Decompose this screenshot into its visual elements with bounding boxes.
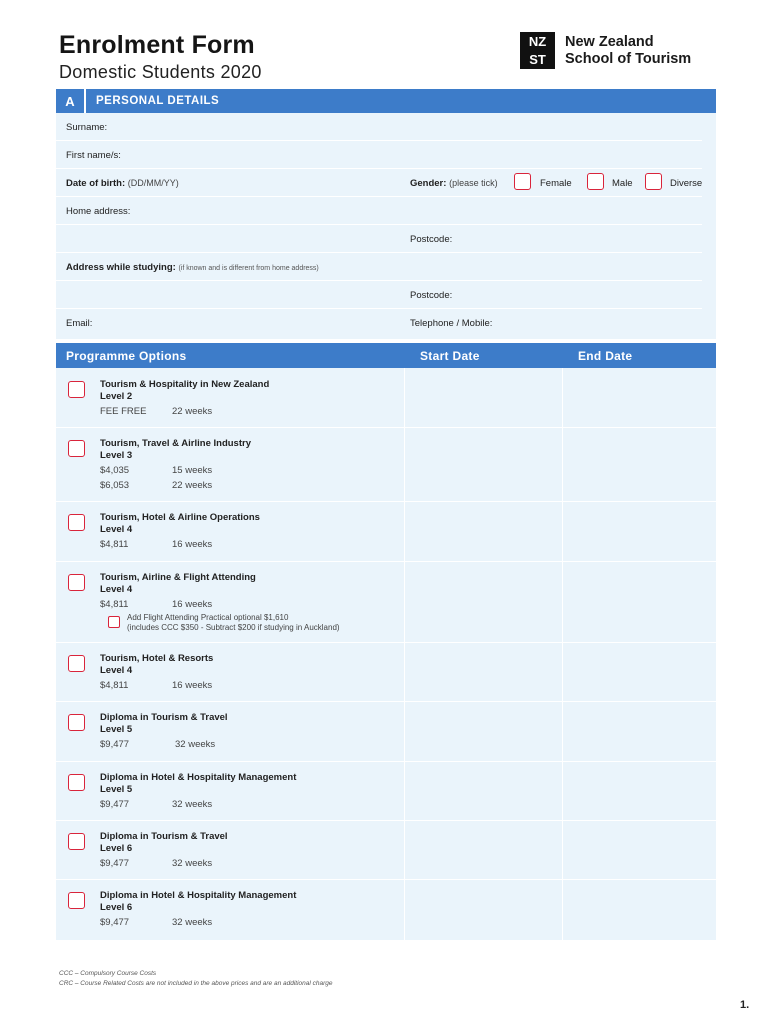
course-fee: $4,811 (100, 680, 129, 691)
course-row (56, 761, 404, 820)
female-label: Female (540, 178, 572, 189)
programme-options-table (56, 343, 716, 940)
course-fee: $6,053 (100, 480, 130, 491)
nzst-logo (520, 32, 691, 69)
course-name: Diploma in Hotel & Hospitality Management Level 5 (100, 772, 297, 795)
home-address-row-2[interactable] (56, 225, 702, 253)
start-date-heading: Start Date (420, 349, 480, 363)
course-checkbox[interactable] (68, 714, 85, 731)
course-duration: 32 weeks (172, 799, 213, 810)
course-duration: 16 weeks (172, 539, 213, 550)
male-label: Male (612, 178, 633, 189)
course-duration: 16 weeks (172, 680, 213, 691)
course-row (56, 642, 404, 701)
course-checkbox[interactable] (68, 774, 85, 791)
footnote-ccc: CCC – Compulsory Course Costs (59, 970, 157, 977)
course-fee: $4,811 (100, 599, 129, 610)
surname-label: Surname: (66, 122, 108, 133)
course-duration: 22 weeks (172, 480, 213, 491)
programme-options-heading: Programme Options (66, 349, 187, 363)
course-fee: $9,477 (100, 917, 130, 928)
course-duration: 32 weeks (172, 917, 213, 928)
phone-field[interactable]: Telephone / Mobile: (410, 318, 493, 329)
course-row (56, 701, 404, 761)
course-name: Diploma in Hotel & Hospitality Management Level 6 (100, 890, 297, 913)
personal-details-section (56, 113, 716, 339)
section-letter: A (56, 89, 86, 113)
page-number: 1. (740, 999, 750, 1011)
programme-table-header (56, 343, 716, 368)
diverse-label: Diverse (670, 178, 703, 189)
course-row (56, 501, 404, 561)
course-name: Tourism, Travel & Airline Industry Level 3 (100, 438, 251, 461)
postcode-label-2: Postcode: (410, 290, 453, 301)
flight-practical-label: Add Flight Attending Practical optional $1,610 (includes CCC $350 - Subtract $200 if studying in Auckland) (127, 613, 340, 632)
form-title: Enrolment Form (59, 31, 255, 59)
form-subtitle: Domestic Students 2020 (59, 62, 262, 82)
firstname-field[interactable] (56, 141, 702, 169)
dob-field[interactable]: Date of birth: (DD/MM/YY) (66, 178, 179, 189)
course-duration: 16 weeks (172, 599, 213, 610)
course-name: Tourism, Hotel & Airline Operations Level 4 (100, 512, 260, 535)
course-fee: $9,477 (100, 858, 130, 869)
course-name: Diploma in Tourism & Travel Level 6 (100, 831, 228, 854)
email-field[interactable]: Email: (66, 318, 93, 329)
end-date-heading: End Date (578, 349, 633, 363)
study-address-field[interactable] (56, 253, 702, 281)
home-address-label: Home address: (66, 206, 131, 217)
course-checkbox[interactable] (68, 655, 85, 672)
diverse-checkbox[interactable] (645, 173, 662, 190)
dob-gender-row (56, 169, 702, 197)
course-duration: 32 weeks (172, 858, 213, 869)
course-row (56, 368, 404, 427)
course-row (56, 427, 404, 501)
course-duration: 22 weeks (172, 406, 213, 417)
study-address-row-2[interactable] (56, 281, 702, 309)
course-row (56, 561, 404, 642)
home-address-field[interactable] (56, 197, 702, 225)
course-checkbox[interactable] (68, 440, 85, 457)
course-fee: $4,811 (100, 539, 129, 550)
course-fee: FEE FREE (100, 406, 147, 417)
course-row (56, 820, 404, 879)
logo-mark: NZ ST (520, 32, 555, 69)
course-fee: $9,477 (100, 799, 130, 810)
postcode-label: Postcode: (410, 234, 453, 245)
flight-practical-checkbox[interactable] (108, 616, 120, 628)
footnote-crc: CRC – Course Related Costs are not included in the above prices and are an additional charge (59, 980, 333, 987)
personal-details-header (56, 89, 716, 113)
contact-row (56, 309, 702, 337)
course-fee: $9,477 (100, 739, 130, 750)
course-duration: 15 weeks (172, 465, 213, 476)
course-checkbox[interactable] (68, 514, 85, 531)
female-checkbox[interactable] (514, 173, 531, 190)
column-divider (404, 368, 405, 940)
course-name: Tourism, Airline & Flight Attending Level 4 (100, 572, 256, 595)
course-duration: 32 weeks (175, 739, 216, 750)
logo-wordmark: New Zealand School of Tourism (565, 33, 692, 67)
course-checkbox[interactable] (68, 381, 85, 398)
course-name: Tourism & Hospitality in New Zealand Level 2 (100, 379, 270, 402)
course-row (56, 879, 404, 940)
course-checkbox[interactable] (68, 892, 85, 909)
course-checkbox[interactable] (68, 574, 85, 591)
course-name: Tourism, Hotel & Resorts Level 4 (100, 653, 214, 676)
section-title: PERSONAL DETAILS (96, 95, 220, 107)
course-name: Diploma in Tourism & Travel Level 5 (100, 712, 228, 735)
course-checkbox[interactable] (68, 833, 85, 850)
firstname-label: First name/s: (66, 150, 121, 161)
column-divider (562, 368, 563, 940)
study-address-label: Address while studying: (if known and is different from home address) (66, 262, 319, 273)
male-checkbox[interactable] (587, 173, 604, 190)
surname-field[interactable] (56, 113, 702, 141)
course-fee: $4,035 (100, 465, 130, 476)
gender-label: Gender: (please tick) (410, 178, 498, 189)
